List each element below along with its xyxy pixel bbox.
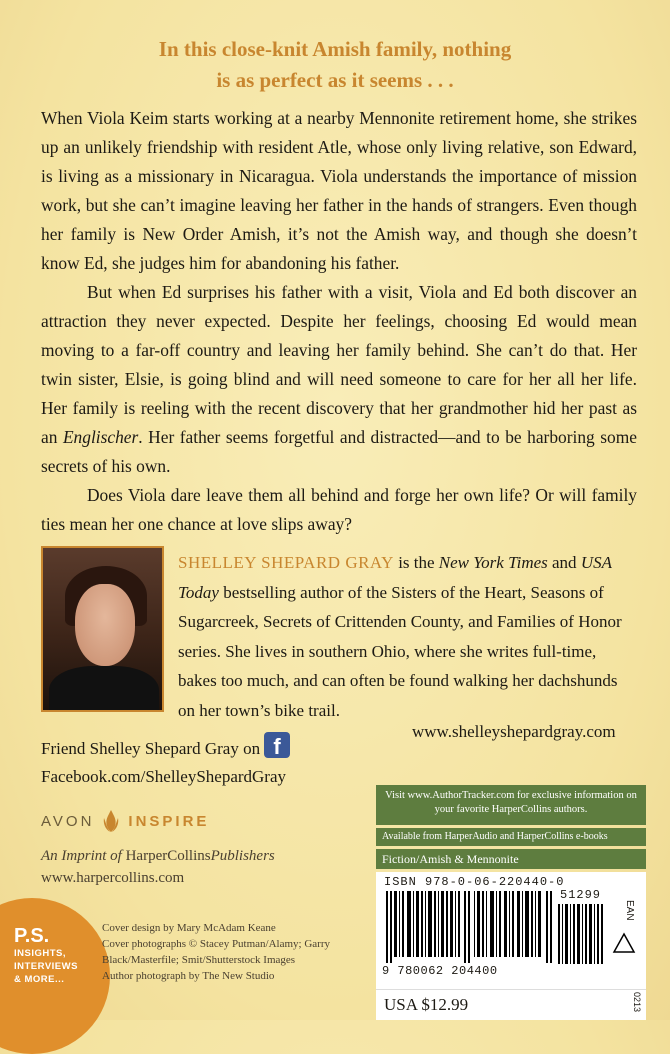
author-name: SHELLEY SHEPARD GRAY: [178, 553, 394, 572]
author-website-link[interactable]: www.shelleyshepardgray.com: [412, 722, 616, 741]
tagline: [0, 34, 670, 96]
book-category: Fiction/Amish & Mennonite: [376, 849, 646, 869]
audio-availability: Available from HarperAudio and HarperCollins e-books: [376, 828, 646, 846]
facebook-url[interactable]: Facebook.com/ShelleyShepardGray: [41, 767, 287, 786]
addon-barcode-bars: [558, 904, 604, 964]
facebook-line-1: Friend Shelley Shepard Gray on: [41, 739, 261, 758]
avon-inspire-logo: AVON INSPIRE: [41, 808, 209, 834]
publisher-website-link[interactable]: www.harpercollins.com: [41, 870, 185, 886]
barcode: [376, 872, 646, 989]
print-code: 0213: [632, 992, 642, 1013]
ean-barcode-bars: [386, 891, 554, 963]
flame-icon: [100, 808, 122, 834]
blurb-paragraph-2: But when Ed surprises his father with a visit, Viola and Ed both discover an attraction they never expected. Despite her feelings, choosing Ed would mean moving to a far-off country and leaving her family behind. She can’t do that. Her twin sister, Elsie, is going blind and will need someone to care for her all her life. Her family is reeling with the recent discovery that her grandmother hid her past as an Englischer. Her father seems forgetful and distracted—and to be harboring some secrets of his own.: [41, 282, 637, 476]
isbn: ISBN 978-0-06-220440-0: [384, 875, 565, 889]
barcode-number: 9 780062 204400: [382, 964, 498, 978]
facebook-block: [41, 732, 290, 791]
imprint-line: An Imprint of HarperCollinsPublishers: [41, 848, 275, 864]
cover-credits: Cover design by Mary McAdam Keane Cover photographs © Stacey Putman/Alamy; Garry Black/Masterfile; Smit/Shutterstock Images Author photograph by The New Studio: [102, 922, 331, 982]
facebook-icon[interactable]: f: [264, 732, 290, 758]
tagline-line-1: In this close-knit Amish family, nothing: [158, 37, 512, 61]
book-blurb: [41, 104, 637, 539]
ps-badge-text: P.S. INSIGHTS, INTERVIEWS & MORE...: [14, 925, 78, 985]
ean-label: EAN: [624, 900, 635, 921]
retail-box: [376, 785, 646, 1014]
price-row: [376, 989, 646, 1020]
englischer-term: Englischer: [62, 427, 139, 447]
tagline-line-2: is as perfect as it seems . . .: [216, 68, 454, 92]
price: USA $12.99: [384, 995, 469, 1014]
triangle-icon: [612, 932, 636, 954]
price-addon-code: 51299: [560, 888, 602, 902]
blurb-paragraph-1: When Viola Keim starts working at a nearby Mennonite retirement home, she strikes up an unlikely friendship with resident Atle, whose only living relative, son Edward, is living as a missionary in Nicaragua. Viola understands the importance of mission work, but she can’t imagine leaving her father in the hands of strangers. Even though her family is New Order Amish, it’s not the Amish way, and though she doesn’t know Ed, she judges him for abandoning his father.: [41, 108, 637, 273]
blurb-paragraph-3: Does Viola dare leave them all behind and forge her own life? Or will family ties mean her one chance at love slips away?: [41, 485, 637, 534]
author-tracker-note: Visit www.AuthorTracker.com for exclusive information on your favorite HarperCollins authors.: [376, 785, 646, 825]
author-photo: [41, 546, 164, 712]
author-bio: SHELLEY SHEPARD GRAY is the New York Times and USA Today bestselling author of the Sisters of the Heart, Seasons of Sugarcreek, Secrets of Crittenden County, and Families of Honor series. She lives in southern Ohio, where she writes full-time, bakes too much, and can often be found walking her dachshunds on her town’s bike trail.: [178, 553, 622, 720]
